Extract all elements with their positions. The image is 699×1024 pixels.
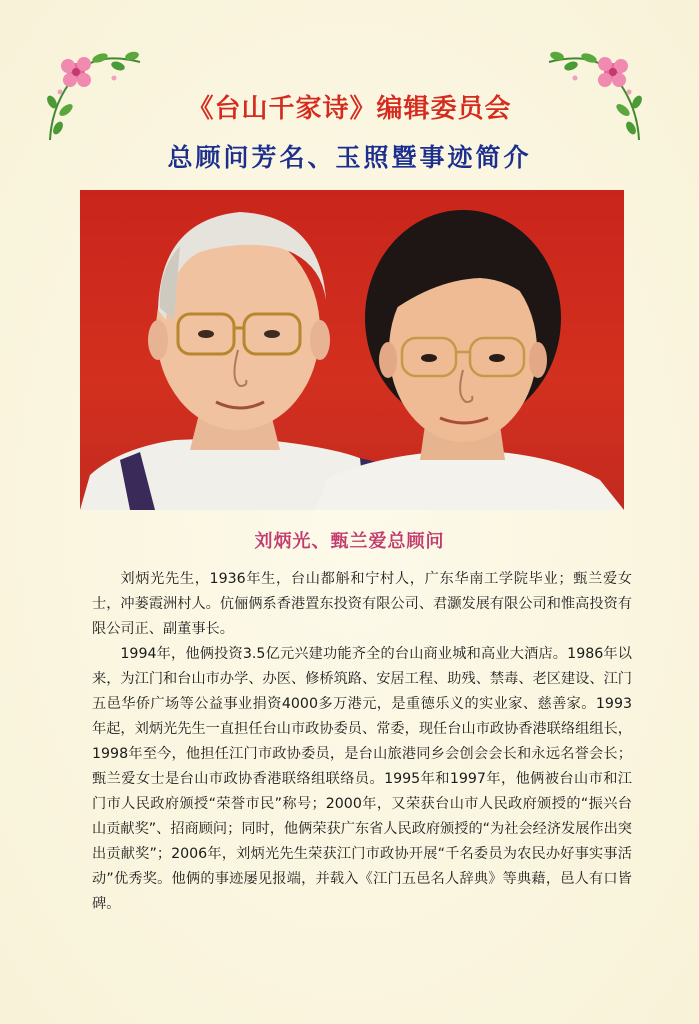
biography-text — [92, 567, 632, 917]
photo-caption: 刘炳光、甄兰爱总顾问 — [254, 531, 445, 552]
portrait-illustration — [80, 190, 624, 510]
biography-paragraph-1: 刘炳光先生，1936年生，台山都斛和宁村人，广东华南工学院毕业；甄兰爱女士，冲蒌霞洲村人。伉俪俩系香港置东投资有限公司、君灏发展有限公司和惟高投资有限公司正、副董事长。 — [92, 571, 632, 637]
page-subtitle: 总顾问芳名、玉照暨事迹简介 — [167, 143, 532, 172]
portrait-photo — [80, 190, 624, 510]
page-title: 《台山千家诗》编辑委员会 — [187, 94, 512, 124]
biography-paragraph-2: 1994年，他俩投资3.5亿元兴建功能齐全的台山商业城和高业大酒店。1986年以来，为江门和台山市办学、办医、修桥筑路、安居工程、助残、禁毒、老区建设、江门五邑华侨广场等公益事业捐资4000多万港元，是重德乐义的实业家、慈善家。1993年起，刘炳光先生一直担任台山市政协委员、常委，现任台山市政协香港联络组组长，1998年至今，他担任江门市政协委员，是台山旅港同乡会创会会长和永远名誉会长；甄兰爱女士是台山市政协香港联络组联络员。1995年和1997年，他俩被台山市和江门市人民政府颁授“荣誉市民”称号；2000年，又荣获台山市人民政府颁授的“振兴台山贡献奖”、招商顾问；同时，他俩荣获广东省人民政府颁授的“为社会经济发展作出突出贡献奖”；2006年，刘炳光先生荣获江门市政协开展“千名委员为农民办好事实事活动”优秀奖。他俩的事迹屡见报端，并载入《江门五邑名人辞典》等典藉，邑人有口皆碑。 — [92, 646, 632, 912]
